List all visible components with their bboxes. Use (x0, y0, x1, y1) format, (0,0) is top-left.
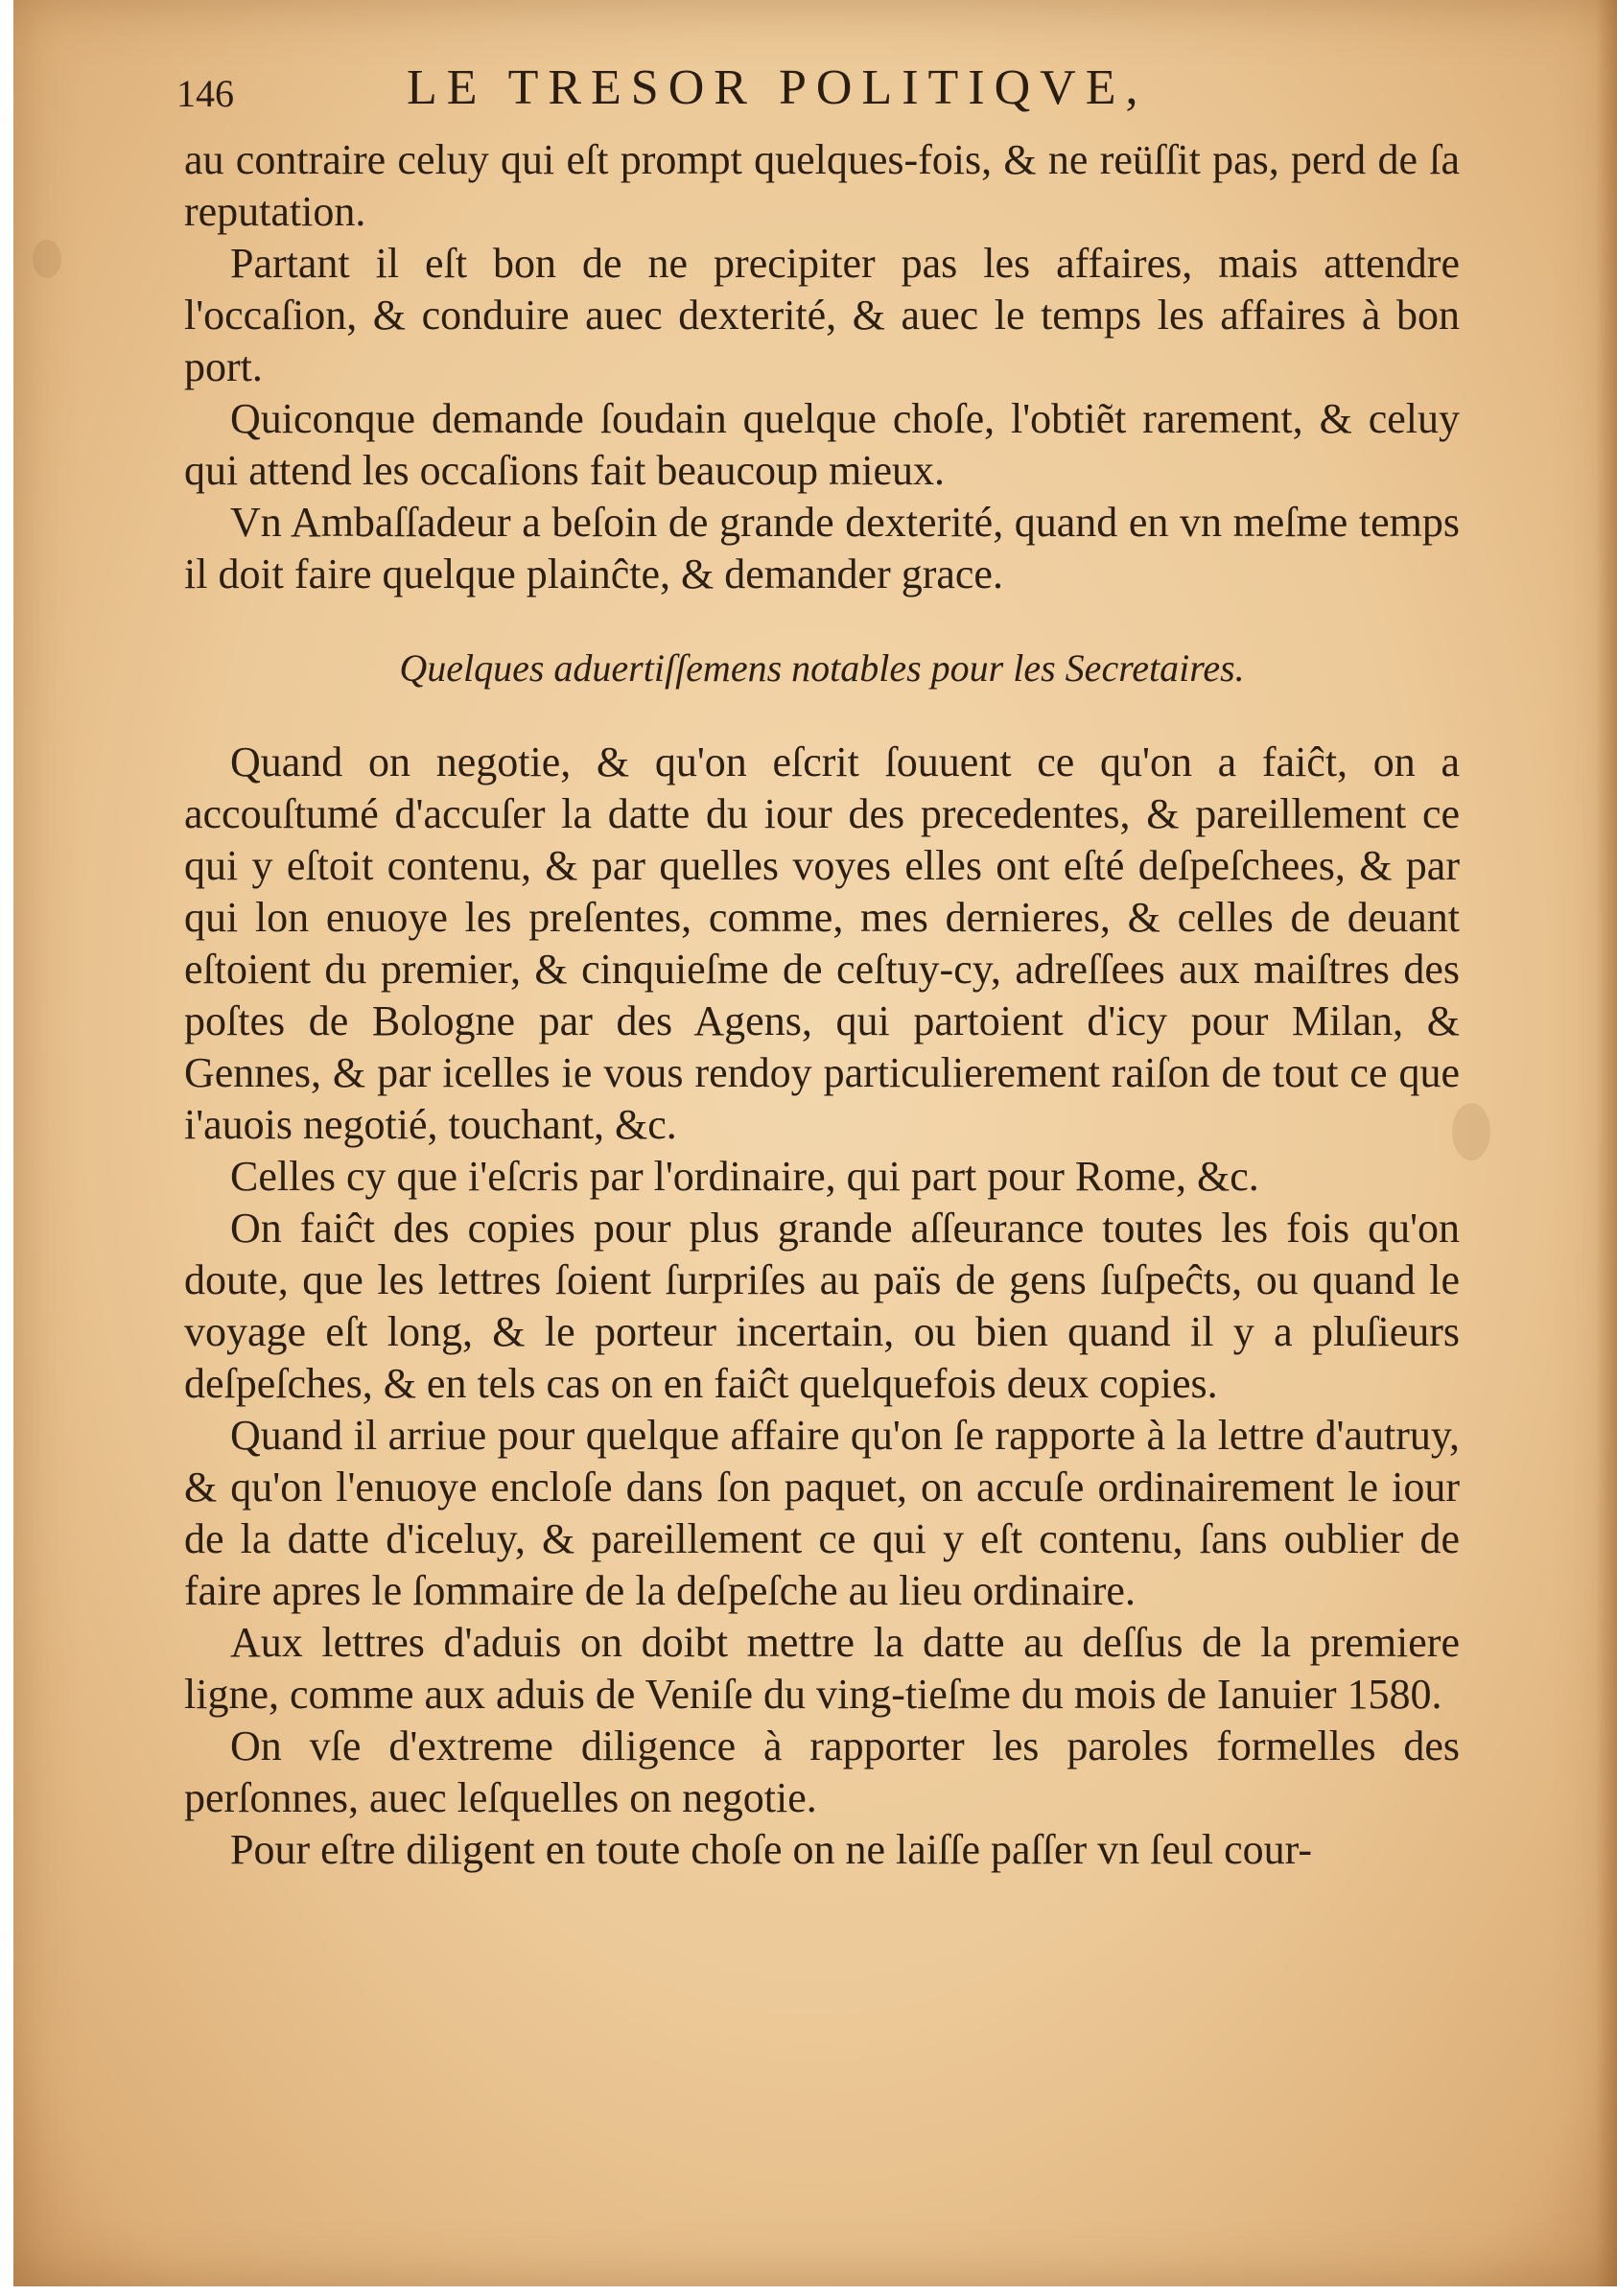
running-title: LE TRESOR POLITIQVE, (407, 60, 1148, 115)
page-header (167, 59, 1270, 127)
paragraph: Pour eſtre diligent en toute choſe on ne laiſſe paſſer vn ſeul cour- (230, 1826, 1313, 1873)
paragraph: Quiconque demande ſoudain quelque choſe, l'obtiẽt rarement, & celuy qui attend les occaſions fait beaucoup mieux. (184, 395, 1460, 494)
page-edge-shadow (1596, 0, 1617, 2286)
paragraph: Quand on negotie, & qu'on eſcrit ſouuent ce qu'on a faiĉt, on a accouſtumé d'accuſer la datte du iour des precedentes, & pareillement ce qui y eſtoit contenu, & par quelles voyes elles ont eſté deſpeſchees, & par qui lon enuoye les preſentes, comme, mes dernieres, & celles de deuant eſtoient du premier, & cinquieſme de ceſtuy-cy, adreſſees aux maiſtres des poſtes de Bologne par des Agens, qui partoient d'icy pour Milan, & Gennes, & par icelles ie vous rendoy particulierement raiſon de tout ce que i'auois negotié, touchant, &c. (184, 738, 1460, 1148)
paper-stain (33, 240, 61, 278)
body-text (184, 134, 1460, 1876)
paragraph: Celles cy que i'eſcris par l'ordinaire, qui part pour Rome, &c. (230, 1153, 1259, 1200)
paragraph: Quand il arriue pour quelque affaire qu'on ſe rapporte à la lettre d'autruy, & qu'on l'enuoye encloſe dans ſon paquet, on accuſe ordinairement le iour de la datte d'iceluy, & pareillement ce qui y eſt contenu, ſans oublier de faire apres le ſommaire de la deſpeſche au lieu ordinaire. (184, 1412, 1460, 1614)
section-title: Quelques aduertiſſemens notables pour les Secretaires. (399, 646, 1245, 690)
book-page (13, 0, 1617, 2286)
paragraph: On vſe d'extreme diligence à rapporter les paroles formelles des perſonnes, auec leſquelles on negotie. (184, 1722, 1460, 1821)
paragraph: On faiĉt des copies pour plus grande aſſeurance toutes les fois qu'on doute, que les lettres ſoient ſurpriſes au païs de gens ſuſpeĉts, ou quand le voyage eſt long, & le porteur incertain, ou bien quand il y a pluſieurs deſpeſches, & en tels cas on en faiĉt quelquefois deux copies. (184, 1205, 1460, 1407)
page-number: 146 (176, 72, 234, 115)
paragraph: Aux lettres d'aduis on doibt mettre la datte au deſſus de la premiere ligne, comme aux aduis de Veniſe du ving-tieſme du mois de Ianuier 1580. (184, 1619, 1460, 1718)
paragraph: au contraire celuy qui eſt prompt quelques-fois, & ne reüſſit pas, perd de ſa reputation. (184, 136, 1460, 235)
paragraph: Vn Ambaſſadeur a beſoin de grande dexterité, quand en vn meſme temps il doit faire quelque plainĉte, & demander grace. (184, 499, 1460, 597)
paragraph: Partant il eſt bon de ne precipiter pas les affaires, mais attendre l'occaſion, & conduire auec dexterité, & auec le temps les affaires à bon port. (184, 240, 1460, 390)
